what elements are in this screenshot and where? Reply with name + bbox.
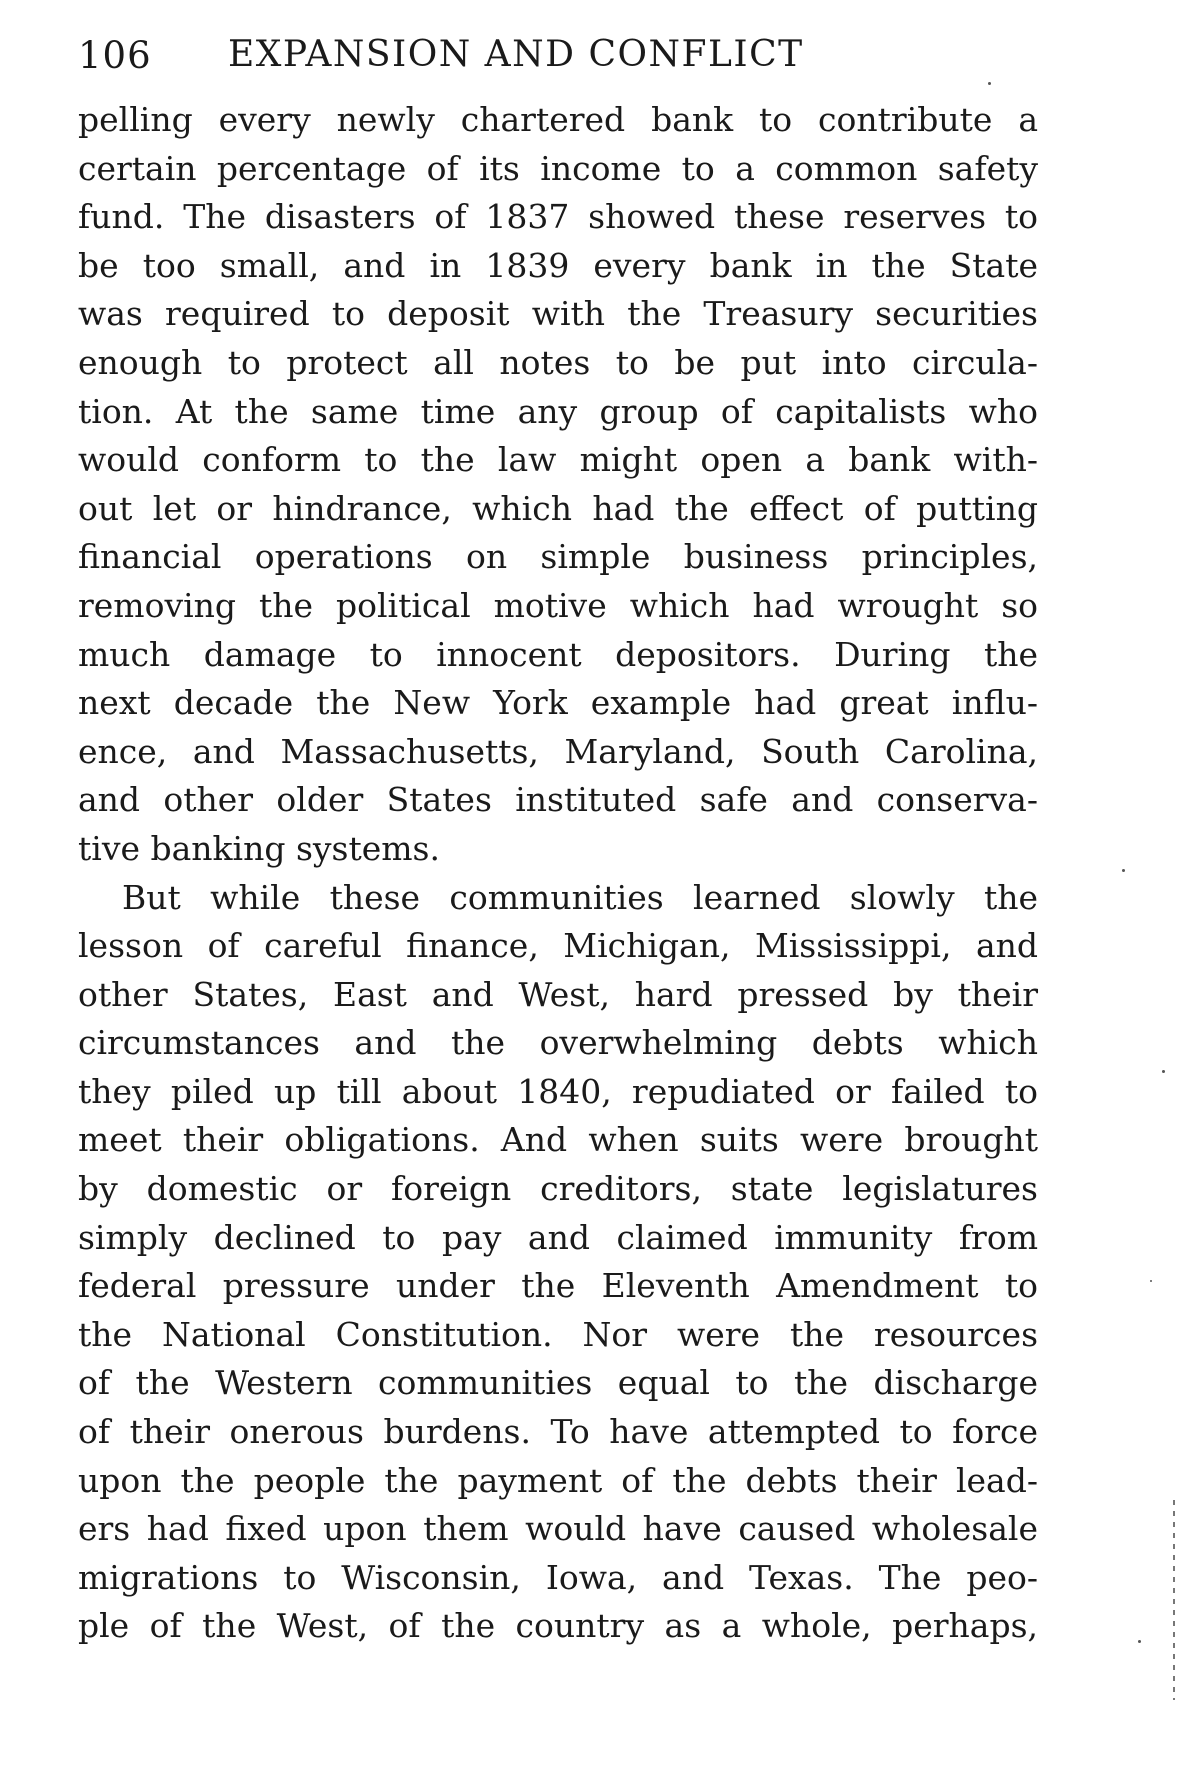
- text-line: tion. At the same time any group of capitalists who: [78, 391, 1038, 431]
- text-line: circumstances and the overwhelming debts which: [78, 1023, 1038, 1063]
- text-line: meet their obligations. And when suits were brought: [78, 1120, 1038, 1160]
- text-line: much damage to innocent depositors. During the: [78, 634, 1038, 674]
- text-line: tive banking systems.: [78, 828, 440, 868]
- text-line: certain percentage of its income to a common safety: [78, 148, 1038, 188]
- text-line: ers had fixed upon them would have caused wholesale: [78, 1509, 1038, 1549]
- text-line: of their onerous burdens. To have attempted to force: [78, 1412, 1038, 1452]
- scan-speck: [1122, 869, 1125, 872]
- text-line: out let or hindrance, which had the effect of putting: [78, 488, 1038, 528]
- paragraph: [78, 96, 1038, 874]
- body-text: [78, 96, 1038, 1651]
- text-line: be too small, and in 1839 every bank in the State: [78, 245, 1038, 285]
- text-line: ence, and Massachusetts, Maryland, South Carolina,: [78, 731, 1038, 771]
- text-line: by domestic or foreign creditors, state legislatures: [78, 1169, 1038, 1209]
- scan-speck: [1150, 1280, 1152, 1282]
- paragraph: [78, 874, 1038, 1652]
- text-line: they piled up till about 1840, repudiated or failed to: [78, 1071, 1038, 1111]
- text-line: and other older States instituted safe and conserva-: [78, 780, 1038, 820]
- text-line: But while these communities learned slowly the: [122, 877, 1038, 917]
- text-line: ple of the West, of the country as a whole, perhaps,: [78, 1606, 1038, 1646]
- text-line: the National Constitution. Nor were the resources: [78, 1314, 1038, 1354]
- text-line: financial operations on simple business principles,: [78, 537, 1038, 577]
- text-line: of the Western communities equal to the discharge: [78, 1363, 1038, 1403]
- text-line: next decade the New York example had great influ-: [78, 683, 1038, 723]
- page-header: [78, 26, 1038, 86]
- text-line: other States, East and West, hard pressed by their: [78, 974, 1038, 1014]
- running-title: EXPANSION AND CONFLICT: [228, 34, 804, 75]
- text-line: would conform to the law might open a bank with-: [78, 440, 1038, 480]
- scan-speck: [1162, 1070, 1165, 1073]
- text-line: simply declined to pay and claimed immunity from: [78, 1217, 1038, 1257]
- text-line: lesson of careful finance, Michigan, Mississippi, and: [78, 926, 1038, 966]
- text-line: pelling every newly chartered bank to contribute a: [78, 100, 1038, 139]
- text-line: migrations to Wisconsin, Iowa, and Texas. The peo-: [78, 1557, 1038, 1597]
- text-line: upon the people the payment of the debts their lead-: [78, 1460, 1038, 1500]
- page-number: 106: [78, 34, 152, 77]
- scan-speck: [1138, 1640, 1141, 1643]
- text-line: federal pressure under the Eleventh Amendment to: [78, 1266, 1038, 1306]
- scan-edge-mark: [1173, 1500, 1175, 1700]
- text-line: removing the political motive which had wrought so: [78, 585, 1038, 625]
- scan-speck: [988, 82, 991, 85]
- text-line: was required to deposit with the Treasury securities: [78, 294, 1038, 334]
- text-line: fund. The disasters of 1837 showed these reserves to: [78, 197, 1038, 237]
- text-line: enough to protect all notes to be put into circula-: [78, 342, 1038, 382]
